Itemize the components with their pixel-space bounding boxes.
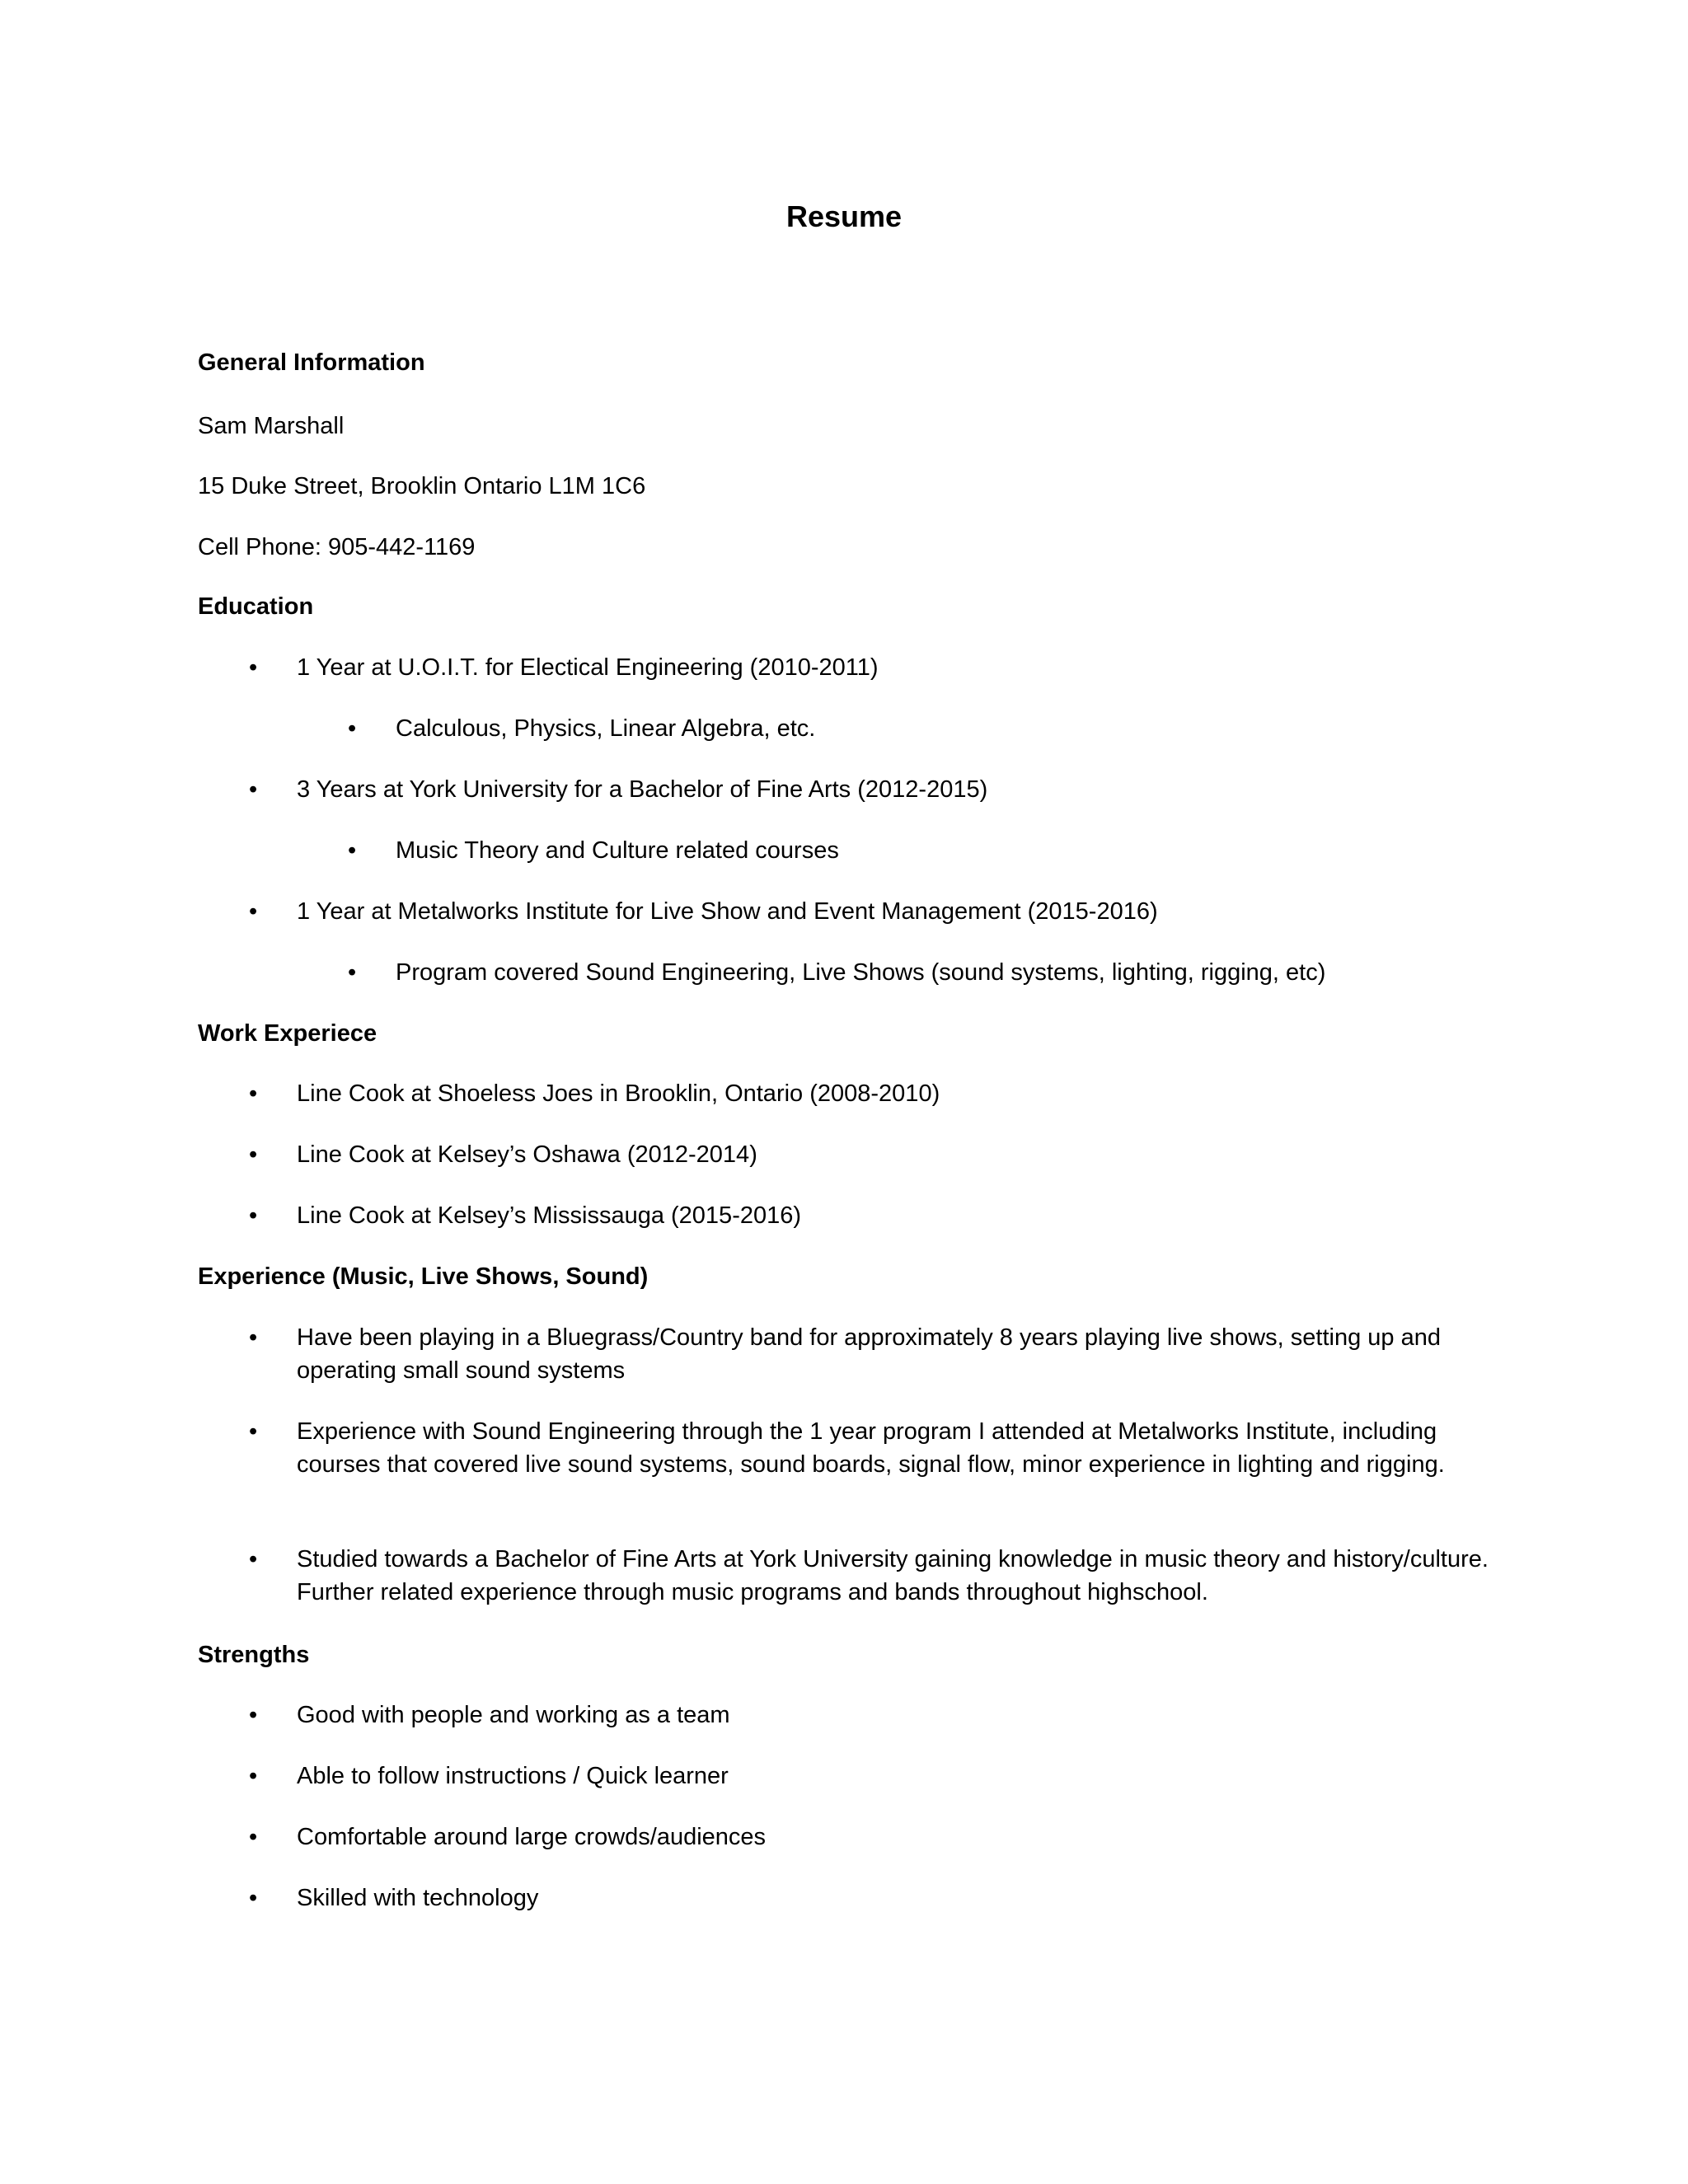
bullet-icon: • [249, 654, 258, 681]
strength-item-text: Able to follow instructions / Quick learner [297, 1763, 729, 1789]
bullet-icon: • [348, 959, 357, 986]
strength-item-text: Skilled with technology [297, 1885, 539, 1911]
bullet-icon: • [249, 1702, 258, 1728]
education-item [249, 895, 1492, 928]
education-item-text: 1 Year at U.O.I.T. for Electical Engineering (2010-2011) [297, 654, 879, 681]
work-item-text: Line Cook at Kelsey’s Mississauga (2015-2016) [297, 1202, 802, 1229]
work-item [249, 1199, 1492, 1232]
work-item-text: Line Cook at Kelsey’s Oshawa (2012-2014) [297, 1141, 757, 1168]
general-information-heading: General Information [198, 349, 425, 376]
bullet-icon: • [249, 776, 258, 803]
strength-item-text: Comfortable around large crowds/audiences [297, 1824, 767, 1850]
bullet-icon: • [348, 715, 357, 742]
page-title: Resume [785, 199, 903, 233]
education-subitem-text: Music Theory and Culture related courses [396, 837, 839, 864]
education-subitem [348, 712, 1492, 745]
strength-item-text: Good with people and working as a team [297, 1702, 730, 1728]
candidate-name: Sam Marshall [198, 413, 345, 439]
strength-item [249, 1699, 1492, 1732]
work-item-text: Line Cook at Shoeless Joes in Brooklin, Ontario (2008-2010) [297, 1080, 940, 1107]
education-subitem-text: Program covered Sound Engineering, Live Shows (sound systems, lighting, rigging, etc) [396, 959, 1326, 986]
candidate-address: 15 Duke Street, Brooklin Ontario L1M 1C6 [198, 473, 646, 499]
bullet-icon: • [348, 837, 357, 864]
bullet-icon: • [249, 1824, 258, 1850]
strength-item [249, 1760, 1492, 1793]
education-item [249, 651, 1492, 684]
bullet-icon: • [249, 1202, 258, 1229]
education-subitem [348, 956, 1492, 989]
bullet-icon: • [249, 1324, 258, 1351]
music-experience-item-text: Have been playing in a Bluegrass/Country band for approximately 8 years playing live shows, setting up and operating small sound systems [297, 1324, 1441, 1384]
bullet-icon: • [249, 898, 258, 925]
education-subitem-text: Calculous, Physics, Linear Algebra, etc. [396, 715, 816, 742]
education-item [249, 773, 1492, 806]
work-experience-heading: Work Experiece [198, 1020, 377, 1047]
bullet-icon: • [249, 1763, 258, 1789]
music-experience-item-text: Studied towards a Bachelor of Fine Arts at York University gaining knowledge in music theory and history/culture. Further related experience through music programs and bands throughout highschool. [297, 1546, 1489, 1605]
bullet-icon: • [249, 1080, 258, 1107]
music-experience-item-text: Experience with Sound Engineering through the 1 year program I attended at Metalworks Institute, including courses that covered live sound systems, sound boards, signal flow, minor experience in lighting and rigging. [297, 1418, 1445, 1478]
music-experience-item [249, 1415, 1492, 1481]
strength-item [249, 1821, 1492, 1854]
work-item [249, 1138, 1492, 1171]
bullet-icon: • [249, 1418, 258, 1445]
education-item-text: 3 Years at York University for a Bachelor of Fine Arts (2012-2015) [297, 776, 988, 803]
education-heading: Education [198, 593, 314, 620]
music-experience-item [249, 1321, 1492, 1387]
education-subitem [348, 834, 1492, 867]
candidate-phone: Cell Phone: 905-442-1169 [198, 534, 476, 560]
education-item-text: 1 Year at Metalworks Institute for Live Show and Event Management (2015-2016) [297, 898, 1158, 925]
bullet-icon: • [249, 1141, 258, 1168]
bullet-icon: • [249, 1885, 258, 1911]
music-experience-item [249, 1543, 1492, 1609]
bullet-icon: • [249, 1546, 258, 1572]
work-item [249, 1077, 1492, 1110]
music-experience-heading: Experience (Music, Live Shows, Sound) [198, 1263, 649, 1290]
strength-item [249, 1882, 1492, 1915]
strengths-heading: Strengths [198, 1642, 310, 1668]
